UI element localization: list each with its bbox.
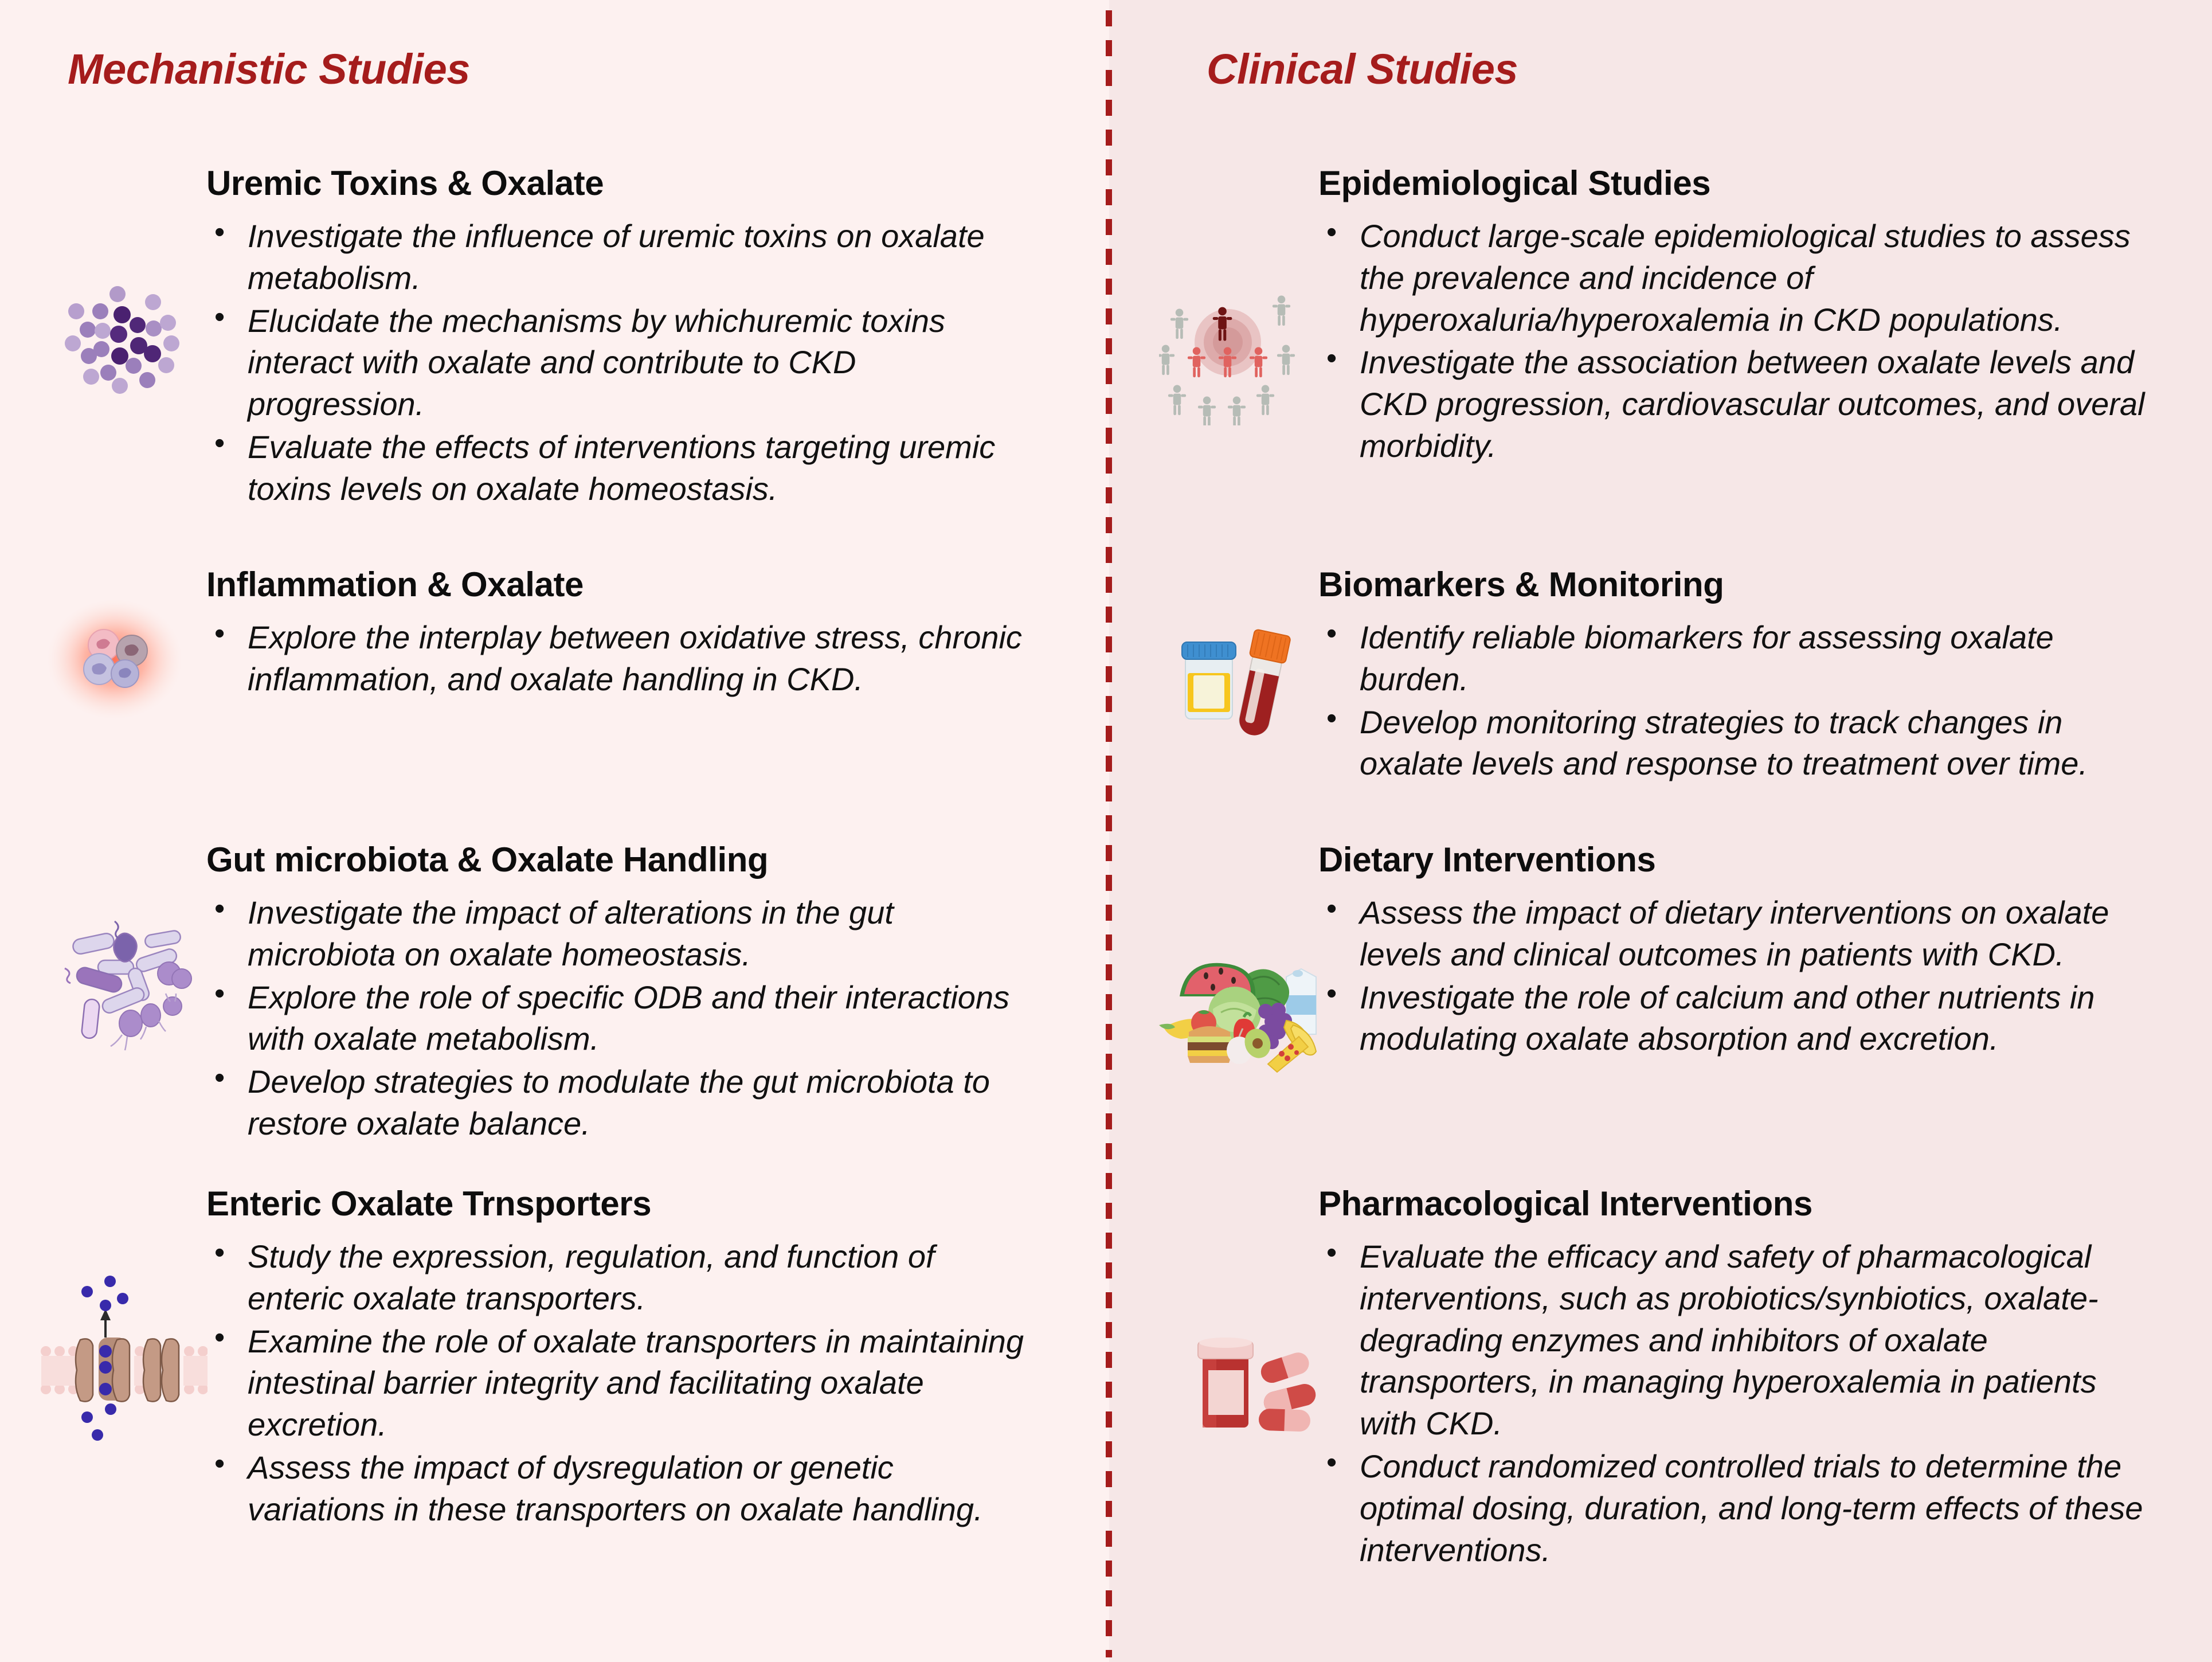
section-heading: Dietary Interventions [1318, 840, 1656, 879]
medicine-bottle [1198, 1338, 1253, 1428]
section-heading: Inflammation & Oxalate [206, 565, 584, 604]
pill-bottle-icon [1165, 1303, 1325, 1446]
burger [1188, 1026, 1231, 1063]
section-gut-microbiota-oxalate-handling [206, 840, 1026, 1146]
bullet-list [206, 1236, 1026, 1531]
urine-cup [1182, 642, 1236, 719]
bullet-list [206, 617, 1026, 701]
section-heading: Epidemiological Studies [1318, 164, 1711, 202]
list-item: • Elucidate the mechanisms by whichuremic toxins interact with oxalate and contribute to CKD progression. [206, 300, 1026, 425]
list-item: • Conduct randomized controlled trials to determine the optimal dosing, duration, and long-term effects of these interventions. [1318, 1446, 2155, 1571]
section-dietary-interventions [1318, 840, 2155, 1061]
section-heading: Enteric Oxalate Trnsporters [206, 1184, 652, 1223]
bullet-list [206, 216, 1026, 510]
sample-specimen-icon [1165, 620, 1320, 748]
bullet-list [1318, 216, 2155, 467]
list-item: • Investigate the role of calcium and other nutrients in modulating oxalate absorption and excretion. [1318, 977, 2155, 1061]
capsules [1258, 1350, 1318, 1432]
section-heading: Gut microbiota & Oxalate Handling [206, 840, 769, 879]
list-item: • Evaluate the efficacy and safety of pharmacological interventions, such as probiotics/synbiotics, oxalate-degrading enzymes and inhibitors of oxalate transporters, in managing hyperoxalemia in patients with CKD. [1318, 1236, 2155, 1445]
list-item: • Identify reliable biomarkers for assessing oxalate burden. [1318, 617, 2155, 701]
section-inflammation-oxalate [206, 565, 1026, 702]
population-group-icon [1159, 282, 1317, 425]
list-item: • Conduct large-scale epidemiological studies to assess the prevalence and incidence of hyperoxaluria/hyperoxalemia in CKD populations. [1318, 216, 2155, 341]
section-enteric-oxalate-transporters [206, 1184, 1026, 1532]
list-item: • Assess the impact of dietary interventions on oxalate levels and clinical outcomes in patients with CKD. [1318, 892, 2155, 976]
molecule-dots-icon [49, 267, 206, 410]
section-heading: Biomarkers & Monitoring [1318, 565, 1724, 604]
section-heading: Uremic Toxins & Oxalate [206, 164, 604, 202]
list-item: • Investigate the influence of uremic toxins on oxalate metabolism. [206, 216, 1026, 299]
inflammatory-cells-icon [45, 593, 202, 728]
blood-tube [1234, 629, 1291, 738]
mechanistic-studies-title: Mechanistic Studies [68, 45, 470, 93]
column-divider [1106, 10, 1112, 1657]
list-item: • Investigate the association between oxalate levels and CKD progression, cardiovascular outcomes, and overal morbidity. [1318, 342, 2155, 467]
bullet-list [206, 892, 1026, 1145]
list-item: • Explore the role of specific ODB and their interactions with oxalate metabolism. [206, 977, 1026, 1061]
list-item: • Explore the interplay between oxidative stress, chronic inflammation, and oxalate handling in CKD. [206, 617, 1026, 701]
list-item: • Develop monitoring strategies to track changes in oxalate levels and response to treatment over time. [1318, 702, 2155, 785]
list-item: • Examine the role of oxalate transporters in maintaining intestinal barrier integrity and facilitating oxalate excretion. [206, 1321, 1026, 1446]
bullet-list [1318, 1236, 2155, 1571]
transport-arrow [100, 1309, 111, 1338]
list-item: • Develop strategies to modulate the gut microbiota to restore oxalate balance. [206, 1061, 1026, 1145]
membrane-transporter-icon [36, 1253, 208, 1442]
clinical-studies-title: Clinical Studies [1207, 45, 1518, 93]
list-item: • Study the expression, regulation, and function of enteric oxalate transporters. [206, 1236, 1026, 1320]
list-item: • Investigate the impact of alterations in the gut microbiota on oxalate homeostasis. [206, 892, 1026, 976]
section-epidemiological-studies [1318, 163, 2155, 468]
bacteria-icon [49, 909, 206, 1066]
section-pharmacological-interventions [1318, 1184, 2155, 1572]
food-assortment-icon [1153, 936, 1320, 1079]
section-heading: Pharmacological Interventions [1318, 1184, 1812, 1223]
section-biomarkers-monitoring [1318, 565, 2155, 786]
section-uremic-toxins-oxalate [206, 163, 1026, 511]
bullet-list [1318, 617, 2155, 785]
list-item: • Assess the impact of dysregulation or genetic variations in these transporters on oxalate handling. [206, 1447, 1026, 1531]
bullet-list [1318, 892, 2155, 1060]
list-item: • Evaluate the effects of interventions targeting uremic toxins levels on oxalate homeostasis. [206, 427, 1026, 510]
